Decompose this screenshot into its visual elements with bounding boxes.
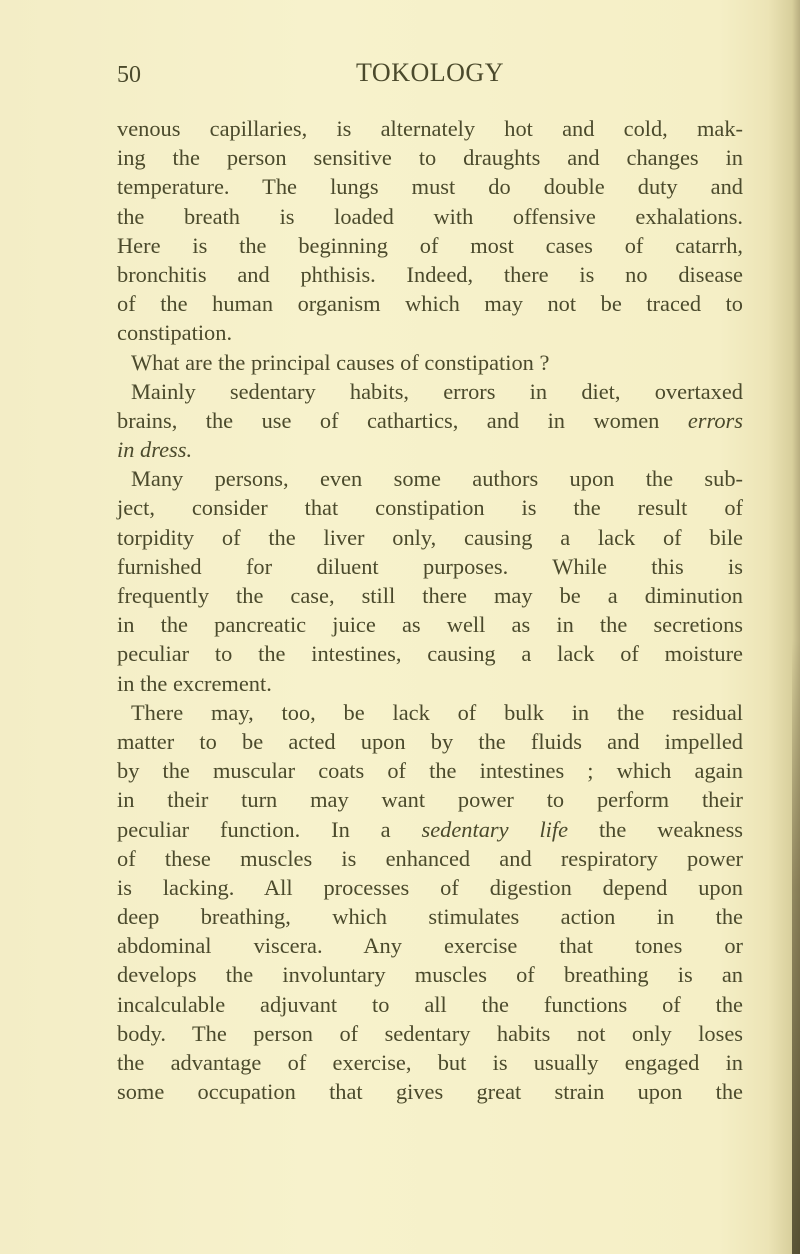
text-segment: frequently the case, still there may be a diminution [117,583,743,608]
text-line [117,1077,743,1106]
text-line [117,289,743,318]
text-segment: deep breathing, which stimulates action in the [117,904,743,930]
text-segment: the advantage of exercise, but is usually engaged in [117,1050,743,1075]
text-segment: What are the principal causes of constipation ? [131,349,550,375]
text-segment: Mainly sedentary habits, errors in diet, overtaxed [131,378,743,404]
text-segment: in their turn may want power to perform their [117,787,743,813]
text-line [117,143,743,172]
text-line [117,172,743,201]
text-line [117,552,743,581]
text-line [117,698,743,727]
text-line [117,727,743,756]
text-segment: abdominal viscera. Any exercise that tones or [117,933,743,959]
text-line [117,464,743,493]
text-line [117,785,743,814]
text-line [117,756,743,785]
text-segment: is lacking. All processes of digestion depend upon [117,874,743,900]
text-line [117,1048,743,1077]
text-segment: furnished for diluent purposes. While this is [117,553,743,579]
text-line [117,435,743,464]
italic-text: in dress. [117,437,193,463]
text-line [117,960,743,989]
text-segment: some occupation that gives great strain upon the [117,1079,743,1105]
page-edge-shadow [792,640,800,1254]
text-segment: constipation. [117,320,233,346]
text-segment: torpidity of the liver only, causing a lack of bile [117,524,743,550]
text-segment: incalculable adjuvant to all the functions of the [117,991,743,1017]
text-segment: develops the involuntary muscles of breathing is an [117,962,743,988]
text-segment: brains, the use of cathartics, and in women [117,407,688,433]
text-segment: bronchitis and phthisis. Indeed, there is no disease [117,261,743,287]
page-number: 50 [117,62,141,88]
text-segment: peculiar to the intestines, causing a lack of moisture [117,641,743,667]
text-line [117,873,743,902]
italic-text: sedentary life [421,816,569,842]
text-segment: peculiar function. In a [117,816,422,842]
body-text [117,114,743,1106]
text-line [117,377,743,406]
text-line [117,202,743,231]
text-line [117,406,743,435]
text-segment: There may, too, be lack of bulk in the residual [131,699,743,725]
text-line [117,581,743,610]
text-line [117,639,743,668]
text-segment: Many persons, even some authors upon the sub- [131,466,743,492]
text-line [117,990,743,1019]
text-line [117,114,743,143]
text-segment: of the human organism which may not be traced to [117,291,743,317]
text-segment: the weakness [568,816,743,842]
running-title: TOKOLOGY [356,58,504,87]
text-segment: by the muscular coats of the intestines ; which again [117,758,743,784]
text-line [117,815,743,844]
text-line [117,260,743,289]
text-line [117,348,743,377]
text-segment: ject, consider that constipation is the result of [117,495,743,521]
text-line [117,610,743,639]
text-line [117,523,743,552]
text-segment: venous capillaries, is alternately hot and cold, mak- [117,116,743,141]
text-segment: matter to be acted upon by the fluids and impelled [117,728,743,754]
text-segment: Here is the beginning of most cases of catarrh, [117,232,743,258]
italic-text: errors [687,407,743,433]
text-segment: in the excrement. [117,670,272,696]
text-segment: temperature. The lungs must do double duty and [117,174,743,200]
text-line [117,318,743,347]
text-line [117,931,743,960]
text-line [117,844,743,873]
text-line [117,669,743,698]
text-segment: the breath is loaded with offensive exhalations. [117,203,743,229]
text-line [117,493,743,522]
text-line [117,231,743,260]
text-segment: of these muscles is enhanced and respiratory power [117,845,743,871]
text-segment: body. The person of sedentary habits not only loses [117,1020,743,1046]
text-line [117,1019,743,1048]
text-segment: ing the person sensitive to draughts and changes in [117,145,743,171]
text-line [117,902,743,931]
text-segment: in the pancreatic juice as well as in the secretions [117,612,743,638]
